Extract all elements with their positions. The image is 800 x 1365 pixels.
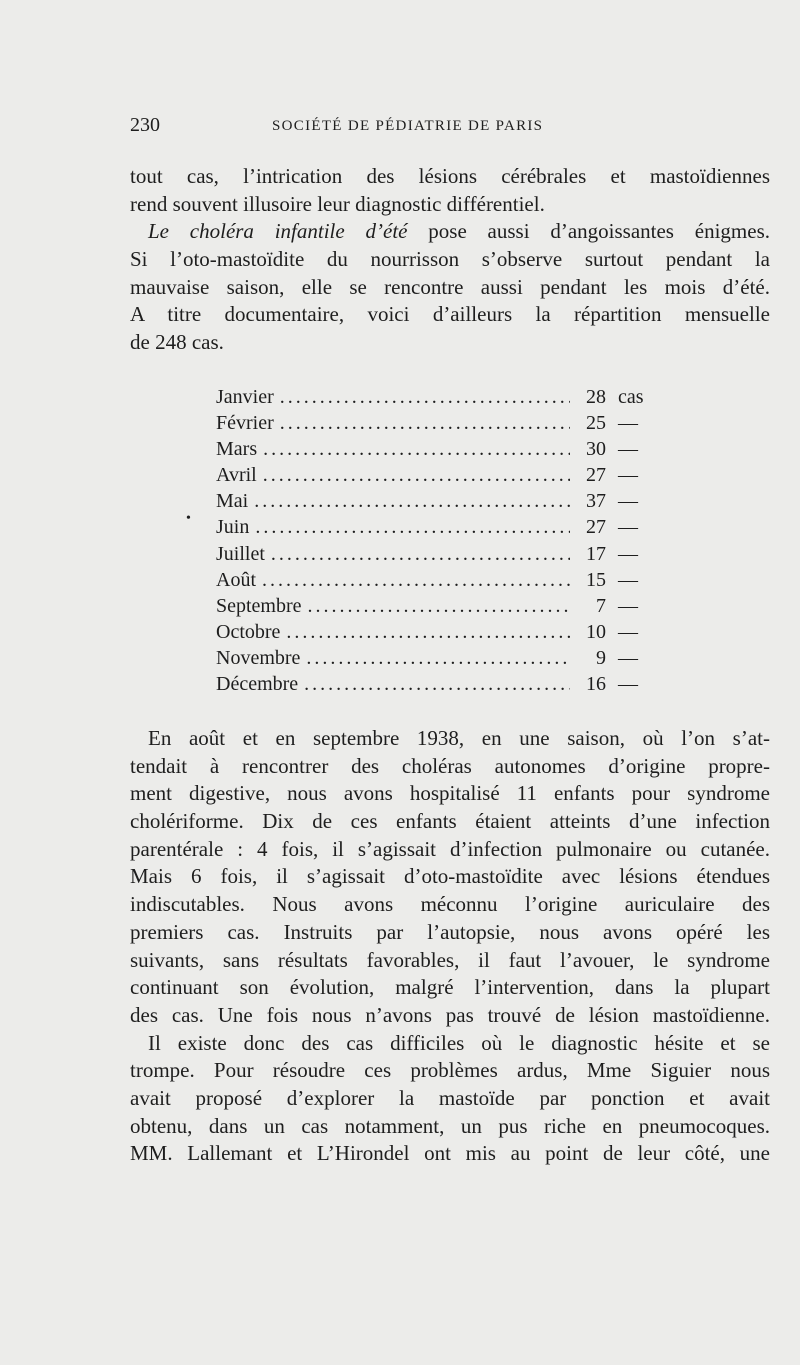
month-label: Juillet	[216, 542, 265, 565]
leader-dots	[255, 514, 570, 540]
unit-label: —	[618, 412, 638, 435]
unit-label: —	[618, 673, 638, 696]
month-label: Juin	[216, 516, 250, 539]
text-line: avait proposé d’explorer la mastoïde par ponction et avait	[130, 1085, 770, 1110]
italic-title: Le choléra infantile d’été	[148, 219, 408, 244]
table-row	[216, 462, 656, 488]
case-count: 7	[596, 594, 606, 617]
text-line: parentérale : 4 fois, il s’agissait d’infection pulmonaire ou cutanée.	[130, 836, 770, 861]
unit-label: —	[618, 542, 638, 565]
case-count: 17	[586, 542, 606, 565]
page-number: 230	[130, 114, 160, 136]
table-row	[216, 567, 656, 593]
table-row	[216, 410, 656, 436]
leader-dots	[280, 384, 570, 410]
text-line: Si l’oto-mastoïdite du nourrisson s’observe surtout pendant la	[130, 247, 770, 272]
unit-label: —	[618, 464, 638, 487]
monthly-cases-table	[216, 384, 656, 697]
intro-text	[130, 163, 770, 357]
text-line: ment digestive, nous avons hospitalisé 11 enfants pour syndrome	[130, 781, 770, 806]
table-row	[216, 436, 656, 462]
month-label: Septembre	[216, 594, 302, 617]
page-header	[130, 114, 770, 142]
month-label: Mai	[216, 490, 249, 513]
month-label: Décembre	[216, 673, 299, 696]
table-row	[216, 384, 656, 410]
case-count: 27	[586, 516, 606, 539]
unit-label: cas	[618, 386, 644, 408]
text-span: pose aussi d’angoissantes énigmes.	[428, 219, 770, 244]
stray-mark: •	[186, 511, 191, 526]
case-count: 15	[586, 568, 606, 591]
case-count: 27	[586, 464, 606, 487]
table-row	[216, 541, 656, 567]
month-label: Août	[216, 568, 256, 591]
text-line	[130, 218, 770, 246]
case-count: 9	[596, 646, 606, 669]
leader-dots	[254, 488, 570, 514]
text-line: continuant son évolution, malgré l’intervention, dans la plupart	[130, 975, 770, 1000]
leader-dots	[280, 410, 570, 436]
unit-label: —	[618, 594, 638, 617]
unit-label: —	[618, 620, 638, 643]
text-line: obtenu, dans un cas notamment, un pus riche en pneumocoques.	[130, 1113, 770, 1138]
text-line: mauvaise saison, elle se rencontre aussi pendant les mois d’été.	[130, 274, 770, 299]
case-count: 25	[586, 412, 606, 435]
unit-label: —	[618, 490, 638, 513]
leader-dots	[304, 671, 570, 697]
month-label: Octobre	[216, 620, 281, 643]
text-line: suivants, sans résultats favorables, il faut l’avouer, le syndrome	[130, 947, 770, 972]
month-label: Février	[216, 412, 274, 435]
table-row	[216, 671, 656, 697]
leader-dots	[286, 619, 570, 645]
case-count: 16	[586, 673, 606, 696]
leader-dots	[306, 645, 570, 671]
text-line: tout cas, l’intrication des lésions cérébrales et mastoïdiennes	[130, 164, 770, 188]
unit-label: —	[618, 568, 638, 591]
leader-dots	[263, 436, 570, 462]
text-line: Mais 6 fois, il s’agissait d’oto-mastoïdite avec lésions étendues	[130, 864, 770, 889]
text-line: cholériforme. Dix de ces enfants étaient atteints d’une infection	[130, 809, 770, 834]
case-count: 37	[586, 490, 606, 513]
unit-label: —	[618, 438, 638, 461]
leader-dots	[262, 567, 570, 593]
month-label: Janvier	[216, 386, 274, 408]
table-row	[216, 514, 656, 540]
unit-label: —	[618, 516, 638, 539]
running-title: SOCIÉTÉ DE PÉDIATRIE DE PARIS	[272, 118, 544, 134]
case-count: 28	[586, 386, 606, 408]
month-label: Mars	[216, 438, 258, 461]
unit-label: —	[618, 646, 638, 669]
case-count: 10	[586, 620, 606, 643]
leader-dots	[271, 541, 570, 567]
table-row	[216, 488, 656, 514]
case-count: 30	[586, 438, 606, 461]
leader-dots	[308, 593, 570, 619]
text-line: de 248 cas.	[130, 330, 224, 355]
text-line: A titre documentaire, voici d’ailleurs la répartition mensuelle	[130, 302, 770, 327]
leader-dots	[263, 462, 570, 488]
month-label: Novembre	[216, 646, 301, 669]
text-line: des cas. Une fois nous n’avons pas trouvé de lésion mastoïdienne.	[130, 1002, 770, 1027]
text-line: tendait à rencontrer des choléras autonomes d’origine propre-	[130, 753, 770, 778]
text-line: rend souvent illusoire leur diagnostic différentiel.	[130, 191, 545, 216]
month-label: Avril	[216, 464, 257, 487]
text-line: En août et en septembre 1938, en une saison, où l’on s’at-	[148, 726, 770, 750]
table-row	[216, 619, 656, 645]
text-line: trompe. Pour résoudre ces problèmes ardus, Mme Siguier nous	[130, 1058, 770, 1083]
table-row	[216, 645, 656, 671]
body-text	[130, 725, 770, 1168]
text-line: premiers cas. Instruits par l’autopsie, nous avons opéré les	[130, 919, 770, 944]
text-line: indiscutables. Nous avons méconnu l’origine auriculaire des	[130, 892, 770, 917]
text-line: Il existe donc des cas difficiles où le diagnostic hésite et se	[148, 1030, 770, 1055]
table-row	[216, 593, 656, 619]
text-line: MM. Lallemant et L’Hirondel ont mis au point de leur côté, une	[130, 1141, 770, 1166]
